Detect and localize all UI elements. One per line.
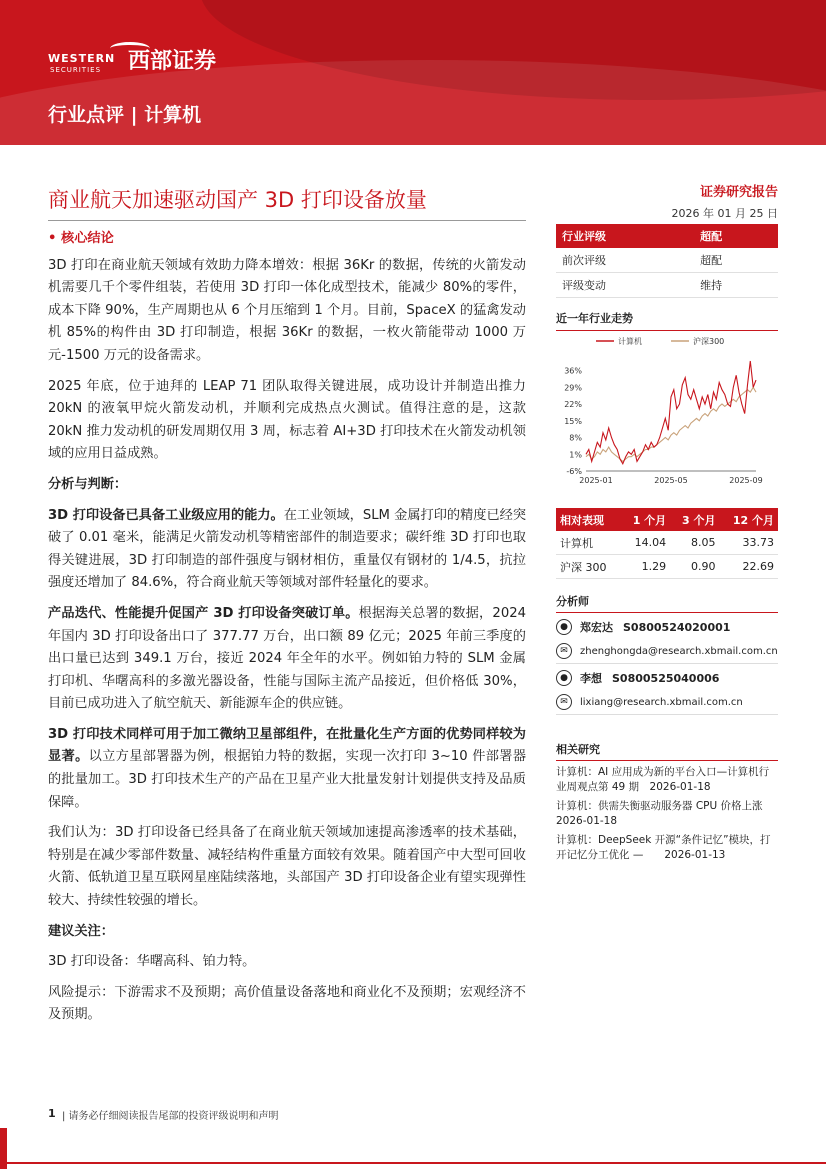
analyst-name: 郑宏达 [580,621,613,634]
rating-value: 维持 [694,273,778,298]
footer-line [0,1162,826,1164]
paragraph: 2025 年底，位于迪拜的 LEAP 71 团队取得关键进展，成功设计并制造出推力 20kN 的液氧甲烷火箭发动机，并顺利完成热点火测试。值得注意的是，这款 20kN 推力发动机的研发周期仅用 3 周，标志着 AI+3D 打印技术在火箭发动机领域的应用日益成熟。 [48,378,526,462]
rating-table [556,224,778,298]
perf-cell: 14.04 [621,531,670,555]
person-icon: ● [556,619,572,635]
perf-cell: 沪深 300 [556,555,621,579]
doc-date: 2026 年 01 月 25 日 [671,207,778,220]
analyst-cert: S0800524020001 [623,620,731,634]
performance-section [556,508,778,579]
paragraph [48,724,526,814]
paragraph-lead: 3D 打印技术同样可用于加工微纳卫星部组件，在批量化生产方面的优势同样较为显著。 [48,726,526,765]
perf-cell: 33.73 [720,531,778,555]
analyst-name: 李想 [580,672,602,685]
related-title: 相关研究 [556,741,778,761]
series-line [586,361,756,464]
analysts-title: 分析师 [556,593,778,613]
paragraph-body: 在工业领域，SLM 金属打印的精度已经突破了 0.01 毫米，能满足火箭发动机等精密部件的制造要求；碳纤维 3D 打印也取得关键进展，3D 打印制造的部件强度与钢材相仿，重量仅有钢材的 1/4.5，抗拉强度还增加了 84.6%，符合商业航天等领域对部件轻量化的要求。 [48,507,527,591]
x-tick-label: 2025-09 [729,476,763,485]
rating-label: 评级变动 [556,273,694,298]
y-tick-label: -6% [566,467,582,476]
analyst [556,670,778,715]
page-number: 1 [48,1107,56,1120]
paragraph: 3D 打印在商业航天领域有效助力降本增效：根据 36Kr 的数据，传统的火箭发动机需要几千个零件组装，若使用 3D 打印一体化成型技术，能减少 80%的零件，成本下降 90%，生产周期也从 6 个月压缩到 1 个月。目前，SpaceX 的猛禽发动机 85%的构件由 3D 打印制造，根据 36Kr 的数据，一枚火箭能带动 1000 万元-1500 万元的设备需求。 [48,257,526,363]
legend-label: 沪深300 [693,337,725,346]
paragraph: 3D 打印设备：华曙高科、铂力特。 [48,954,256,970]
paragraph [48,505,526,595]
y-tick-label: 15% [564,416,582,426]
y-tick-label: 8% [569,433,582,443]
related-item[interactable]: 计算机：DeepSeek 开源“条件记忆”模块，打开记忆分工优化 — 2026-01-13 [556,834,771,861]
paragraph: 我们认为：3D 打印设备已经具备了在商业航天领域加速提高渗透率的技术基础，特别是在减少零部件数量、减轻结构件重量方面较有效果。随着国产中大型可回收火箭、低轨道卫星互联网星座陆续落地，头部国产 3D 打印设备企业有望实现弹性较大、持续性较强的增长。 [48,825,526,909]
person-icon: ● [556,670,572,686]
chart-title: 近一年行业走势 [556,312,633,325]
perf-cell: 8.05 [670,531,719,555]
perf-cell: 计算机 [556,531,621,555]
paragraph: 风险提示：下游需求不及预期；高价值量设备落地和商业化不及预期；宏观经济不及预期。 [48,984,526,1023]
x-tick-label: 2025-01 [579,476,613,485]
rating-header-label: 行业评级 [556,224,694,248]
performance-header [556,508,778,531]
related-list [556,765,778,863]
title-divider [48,220,526,221]
email-icon: ✉ [556,643,572,659]
performance-row [556,531,778,555]
report-category: 行业点评 | 计算机 [48,104,202,126]
paragraph-lead: 产品迭代、性能提升促国产 3D 打印设备突破订单。 [48,605,359,621]
suggest-heading: 建议关注： [48,923,114,939]
doc-type: 证券研究报告 [699,185,778,200]
perf-cell: 0.90 [670,555,719,579]
rating-header [556,224,778,248]
x-tick-label: 2025-05 [654,476,688,485]
y-tick-label: 36% [564,366,582,376]
email-icon: ✉ [556,694,572,710]
analyst-email[interactable]: lixiang@research.xbmail.com.cn [580,696,743,708]
footer-disclaimer: | 请务必仔细阅读报告尾部的投资评级说明和声明 [62,1111,279,1122]
rating-label: 前次评级 [556,248,694,273]
rating-value: 超配 [694,248,778,273]
analyst-cert: S0800525040006 [612,671,720,685]
paragraph [48,603,526,716]
core-heading: • 核心结论 [48,231,114,246]
analyst-email-line [556,643,778,664]
analysis-heading: 分析与判断： [48,476,128,492]
y-tick-label: 1% [569,450,582,460]
sidebar [556,224,778,863]
performance-row [556,555,778,579]
rating-row [556,248,778,273]
perf-cell: 1.29 [621,555,670,579]
report-title: 商业航天加速驱动国产 3D 打印设备放量 [48,188,427,212]
main-column [48,228,526,1035]
logo-en-sub: SECURITIES [50,66,102,74]
paragraph-body: 以立方星部署器为例，根据铂力特的数据，实现一次打印 3~10 件部署器的批量加工。3D 打印技术生产的产品在卫星产业大批量发射计划提供支持及品质保障。 [48,749,527,810]
paragraph-lead: 3D 打印设备已具备工业级应用的能力。 [48,507,284,523]
trend-chart [556,331,778,491]
perf-header-cell: 3 个月 [670,508,719,531]
perf-header-cell: 相对表现 [556,508,621,531]
analyst-id-line [556,619,778,635]
related-item[interactable]: 计算机：供需失衡驱动服务器 CPU 价格上涨 2026-01-18 [556,800,774,827]
y-tick-label: 29% [564,383,582,393]
performance-table [556,508,778,579]
analyst [556,619,778,664]
legend-label: 计算机 [618,337,642,346]
logo-en: WESTERN [48,52,116,65]
perf-header-cell: 1 个月 [621,508,670,531]
perf-cell: 22.69 [720,555,778,579]
paragraph-body: 根据海关总署的数据，2024 年国内 3D 打印设备出口了 377.77 万台，出口额 89 亿元；2025 年前三季度的出口量已达到 349.1 万台，接近 2024 年全年的水平。例如铂力特的 SLM 金属打印机、华曙高科的多激光器设备，性能与国际主流产品接近，但价格低 30%，目前已成功进入了航空航天、新能源车企的供应链。 [48,605,526,712]
rating-row [556,273,778,298]
analyst-email[interactable]: zhenghongda@research.xbmail.com.cn [580,645,778,657]
rating-header-value: 超配 [694,224,778,248]
header-banner [0,0,826,145]
analyst-email-line [556,694,778,715]
analyst-id-line [556,670,778,686]
perf-header-cell: 12 个月 [720,508,778,531]
logo-cn: 西部证券 [128,49,217,74]
related-item[interactable]: 计算机：AI 应用成为新的平台入口—计算机行业周观点第 49 期 2026-01-18 [556,766,770,793]
y-tick-label: 22% [564,400,582,410]
